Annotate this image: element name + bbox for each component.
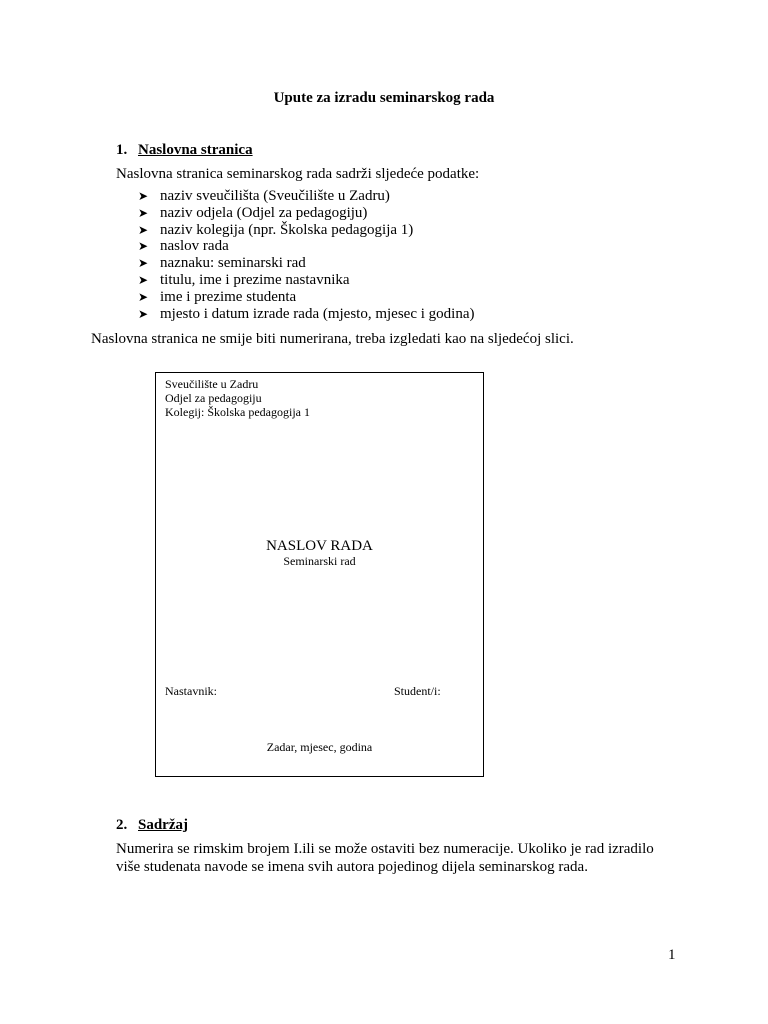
title-page-example-figure [155,372,484,777]
page-title: Upute za izradu seminarskog rada [273,90,495,106]
section-body-line: Numerira se rimskim brojem I.ili se može ostaviti bez numeracije. Ukoliko je rad izradilo [116,841,654,857]
list-item [138,188,474,205]
list-item-text: ime i prezime studenta [160,288,297,305]
section-title: Sadržaj [138,817,188,833]
figure-place-date: Zadar, mjesec, godina [266,740,373,754]
section-heading-naslovna-stranica [116,141,253,159]
list-item [138,272,474,289]
list-item-text: naziv kolegija (npr. Školska pedagogija 1) [160,221,414,238]
list-item [138,255,474,272]
list-item [138,306,474,323]
arrowhead-right-icon: ➤ [138,205,149,220]
list-item-text: naziv odjela (Odjel za pedagogiju) [160,204,368,221]
section-body-line: više studenata navode se imena svih autora pojedinog dijela seminarskog rada. [116,859,588,875]
figure-paper-title: NASLOV RADA [266,538,373,554]
arrowhead-right-icon: ➤ [138,289,149,304]
list-item-text: titulu, ime i prezime nastavnika [160,271,350,288]
figure-course: Kolegij: Školska pedagogija 1 [165,405,310,419]
arrowhead-right-icon: ➤ [138,239,149,254]
arrowhead-right-icon: ➤ [138,222,149,237]
figure-teacher-label: Nastavnik: [165,684,217,698]
list-item [138,289,474,306]
section-intro-paragraph: Naslovna stranica seminarskog rada sadrži sljedeće podatke: [116,166,480,182]
list-item-text: naslov rada [160,238,229,255]
list-item-text: mjesto i datum izrade rada (mjesto, mjesec i godina) [160,305,475,322]
figure-university: Sveučilište u Zadru [165,377,259,391]
figure-department: Odjel za pedagogiju [165,391,262,405]
section-number: 2. [116,817,128,833]
list-item [138,205,474,222]
title-page-requirements-list [138,188,474,322]
section-number: 1. [116,142,128,158]
section-heading-sadrzaj [116,816,188,834]
page-number: 1 [668,947,676,963]
figure-student-label: Student/i: [394,684,441,698]
figure-header [165,377,310,419]
list-item [138,238,474,255]
section-outro-paragraph: Naslovna stranica ne smije biti numerirana, treba izgledati kao na sljedećoj slici. [91,331,574,347]
arrowhead-right-icon: ➤ [138,189,149,203]
figure-paper-subtitle: Seminarski rad [283,554,356,568]
arrowhead-right-icon: ➤ [138,306,149,321]
list-item [138,222,474,239]
list-item-text: naznaku: seminarski rad [160,255,306,272]
list-item-text: naziv sveučilišta (Sveučilište u Zadru) [160,188,390,204]
arrowhead-right-icon: ➤ [138,272,149,287]
arrowhead-right-icon: ➤ [138,256,149,271]
section-title: Naslovna stranica [138,142,253,158]
